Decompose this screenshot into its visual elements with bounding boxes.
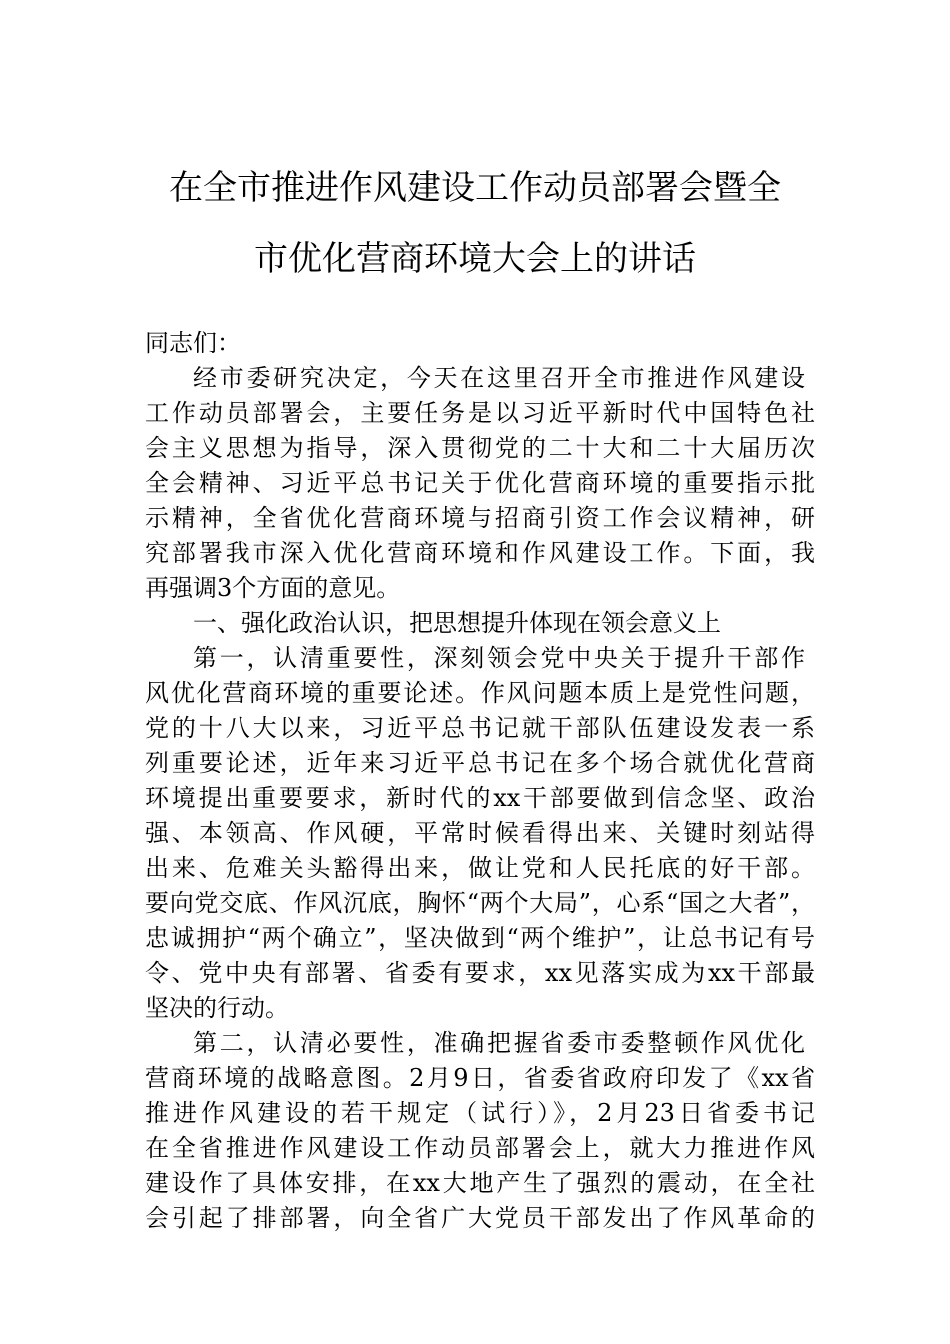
body-line: 在全省推进作风建设工作动员部署会上，就大力推进作风 — [145, 1134, 815, 1162]
body-line: 忠诚拥护“两个确立”，坚决做到“两个维护”，让总书记有号 — [145, 924, 815, 952]
body-line: 经市委研究决定，今天在这里召开全市推进作风建设 — [193, 364, 805, 392]
salutation: 同志们： — [145, 329, 241, 357]
body-line: 坚决的行动。 — [145, 994, 289, 1022]
body-line: 会引起了排部署，向全省广大党员干部发出了作风革命的 — [145, 1204, 815, 1232]
body-line: 风优化营商环境的重要论述。作风问题本质上是党性问题， — [145, 679, 815, 707]
body-line: 令、党中央有部署、省委有要求，xx见落实成为xx干部最 — [145, 959, 815, 987]
body-line: 全会精神、习近平总书记关于优化营商环境的重要指示批 — [145, 469, 815, 497]
body-line: 要向党交底、作风沉底，胸怀“两个大局”，心系“国之大者”， — [145, 889, 815, 917]
body-line: 第二，认清必要性，准确把握省委市委整顿作风优化 — [193, 1029, 805, 1057]
body-line: 会主义思想为指导，深入贯彻党的二十大和二十大届历次 — [145, 434, 815, 462]
body-line: 出来、危难关头豁得出来，做让党和人民托底的好干部。 — [145, 854, 815, 882]
document-title-line-2: 市优化营商环境大会上的讲话 — [254, 239, 696, 279]
body-line: 推进作风建设的若干规定（试行）》，2月23日省委书记 — [145, 1099, 815, 1127]
document-title-line-1: 在全市推进作风建设工作动员部署会暨全 — [169, 168, 781, 208]
body-line: 第一，认清重要性，深刻领会党中央关于提升干部作 — [193, 644, 805, 672]
body-line: 究部署我市深入优化营商环境和作风建设工作。下面，我 — [145, 539, 815, 567]
body-line: 再强调3个方面的意见。 — [145, 574, 401, 602]
body-line: 强、本领高、作风硬，平常时候看得出来、关键时刻站得 — [145, 819, 815, 847]
body-line: 环境提出重要要求，新时代的xx干部要做到信念坚、政治 — [145, 784, 815, 812]
section-heading: 一、强化政治认识，把思想提升体现在领会意义上 — [193, 609, 721, 637]
body-line: 工作动员部署会，主要任务是以习近平新时代中国特色社 — [145, 399, 815, 427]
body-line: 列重要论述，近年来习近平总书记在多个场合就优化营商 — [145, 749, 815, 777]
body-line: 建设作了具体安排，在xx大地产生了强烈的震动，在全社 — [145, 1169, 815, 1197]
body-line: 示精神，全省优化营商环境与招商引资工作会议精神，研 — [145, 504, 815, 532]
body-line: 党的十八大以来，习近平总书记就干部队伍建设发表一系 — [145, 714, 815, 742]
body-line: 营商环境的战略意图。2月9日，省委省政府印发了《xx省 — [145, 1064, 815, 1092]
